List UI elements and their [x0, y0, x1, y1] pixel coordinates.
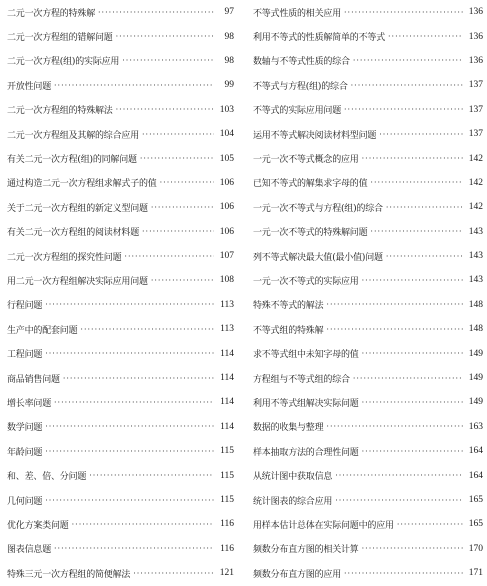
- dot-leader: [353, 56, 463, 65]
- dot-leader: [72, 520, 214, 529]
- dot-leader: [80, 325, 214, 334]
- toc-entry-page-number: 136: [468, 7, 483, 18]
- dot-leader: [362, 398, 463, 407]
- toc-entry-title: 一元一次不等式与方程(组)的综合: [253, 203, 383, 214]
- dot-leader: [142, 227, 214, 236]
- toc-entry[interactable]: [7, 146, 234, 170]
- toc-entry[interactable]: [7, 317, 234, 341]
- toc-entry-title: 特殊三元一次方程组的简便解法: [7, 569, 131, 580]
- toc-entry-title: 不等式的实际应用问题: [253, 106, 342, 117]
- toc-entry[interactable]: [253, 366, 483, 390]
- toc-entry[interactable]: [7, 512, 234, 536]
- toc-entry-page-number: 106: [219, 177, 234, 188]
- toc-entry-page-number: 136: [468, 55, 483, 66]
- toc-entry[interactable]: [7, 561, 234, 585]
- dot-leader: [386, 203, 463, 212]
- toc-entry-page-number: 104: [219, 129, 234, 140]
- toc-entry-title: 一元一次不等式的实际应用: [253, 276, 359, 287]
- dot-leader: [98, 8, 214, 17]
- toc-entry[interactable]: [7, 195, 234, 219]
- toc-entry-title: 不等式与方程(组)的综合: [253, 81, 348, 92]
- dot-leader: [353, 374, 463, 383]
- toc-entry-page-number: 142: [468, 202, 483, 213]
- toc-entry-title: 有关二元一次方程(组)的同解问题: [7, 155, 137, 166]
- toc-entry[interactable]: [253, 195, 483, 219]
- toc-left-column: [7, 0, 234, 585]
- toc-entry[interactable]: [7, 122, 234, 146]
- toc-entry[interactable]: [7, 488, 234, 512]
- toc-entry-page-number: 114: [220, 397, 234, 408]
- toc-entry-title: 特殊不等式的解法: [253, 301, 324, 312]
- toc-entry-title: 增长率问题: [7, 398, 52, 409]
- toc-entry-page-number: 98: [224, 55, 234, 66]
- toc-entry[interactable]: [253, 390, 483, 414]
- dot-leader: [45, 422, 214, 431]
- toc-entry-title: 二元一次方程组及其解的综合应用: [7, 130, 140, 141]
- toc-entry-page-number: 108: [219, 275, 234, 286]
- toc-entry[interactable]: [253, 122, 483, 146]
- toc-entry-page-number: 116: [220, 519, 234, 530]
- toc-entry-page-number: 115: [220, 495, 234, 505]
- toc-entry-title: 生产中的配套问题: [7, 325, 78, 336]
- toc-entry[interactable]: [253, 488, 483, 512]
- toc-entry[interactable]: [7, 366, 234, 390]
- toc-entry-page-number: 114: [220, 421, 234, 432]
- toc-entry-page-number: 114: [220, 373, 234, 384]
- toc-entry-page-number: 148: [468, 324, 483, 335]
- toc-entry-title: 统计图表的综合应用: [253, 496, 333, 507]
- toc-entry-page-number: 116: [220, 543, 234, 554]
- toc-entry-page-number: 170: [468, 543, 483, 554]
- dot-leader: [151, 276, 214, 285]
- dot-leader: [45, 349, 214, 358]
- dot-leader: [388, 32, 463, 41]
- dot-leader: [344, 569, 463, 578]
- toc-entry-page-number: 143: [468, 275, 483, 286]
- toc-entry-title: 方程组与不等式组的综合: [253, 374, 350, 385]
- toc-entry-title: 二元一次方程组的特殊解法: [7, 106, 113, 117]
- dot-leader: [116, 32, 214, 41]
- toc-entry-page-number: 113: [220, 324, 234, 335]
- dot-leader: [54, 544, 214, 553]
- toc-entry-title: 优化方案类问题: [7, 520, 69, 531]
- toc-entry-page-number: 136: [468, 31, 483, 42]
- toc-entry-title: 开放性问题: [7, 81, 52, 92]
- toc-entry-title: 关于二元一次方程组的新定义型问题: [7, 203, 148, 214]
- dot-leader: [397, 520, 463, 529]
- toc-entry-title: 商品销售问题: [7, 374, 60, 385]
- toc-entry-page-number: 137: [468, 104, 483, 115]
- toc-entry-page-number: 165: [468, 495, 483, 505]
- toc-entry-title: 频数分布直方图的相关计算: [253, 545, 359, 556]
- dot-leader: [54, 81, 214, 90]
- dot-leader: [362, 349, 463, 358]
- toc-entry-title: 已知不等式的解集求字母的值: [253, 179, 368, 190]
- toc-entry-page-number: 164: [468, 470, 483, 481]
- toc-entry-title: 不等式性质的相关应用: [253, 8, 342, 19]
- toc-entry-title: 二元一次方程组的错解问题: [7, 33, 113, 44]
- toc-entry-title: 利用不等式的性质解简单的不等式: [253, 33, 386, 44]
- toc-entry-page-number: 103: [219, 104, 234, 115]
- toc-entry[interactable]: [7, 268, 234, 292]
- toc-entry-title: 行程问题: [7, 301, 43, 312]
- toc-entry[interactable]: [253, 537, 483, 561]
- toc-entry[interactable]: [7, 390, 234, 414]
- toc-entry-page-number: 142: [468, 177, 483, 188]
- dot-leader: [116, 105, 214, 114]
- toc-entry[interactable]: [7, 463, 234, 487]
- toc-entry-page-number: 98: [224, 31, 234, 42]
- toc-entry[interactable]: [253, 439, 483, 463]
- dot-leader: [151, 203, 214, 212]
- toc-entry-title: 几何问题: [7, 496, 43, 507]
- dot-leader: [362, 447, 463, 456]
- dot-leader: [142, 130, 214, 139]
- toc-entry-title: 有关二元一次方程组的阅读材料题: [7, 228, 140, 239]
- dot-leader: [140, 154, 214, 163]
- toc-entry-title: 数据的收集与整理: [253, 423, 324, 434]
- toc-entry[interactable]: [253, 512, 483, 536]
- toc-entry-title: 利用不等式组解决实际问题: [253, 398, 359, 409]
- toc-entry-page-number: 143: [468, 251, 483, 262]
- dot-leader: [124, 252, 214, 261]
- dot-leader: [370, 178, 463, 187]
- toc-entry-title: 图表信息题: [7, 545, 52, 556]
- toc-entry[interactable]: [253, 415, 483, 439]
- dot-leader: [45, 447, 214, 456]
- toc-entry-title: 一元一次不等式概念的应用: [253, 155, 359, 166]
- toc-entry[interactable]: [253, 561, 483, 585]
- dot-leader: [122, 56, 214, 65]
- toc-entry[interactable]: [7, 171, 234, 195]
- toc-entry[interactable]: [253, 171, 483, 195]
- toc-entry-title: 求不等式组中未知字母的值: [253, 350, 359, 361]
- toc-entry-title: 二元一次方程(组)的实际应用: [7, 57, 120, 68]
- dot-leader: [335, 471, 463, 480]
- dot-leader: [344, 105, 463, 114]
- toc-entry[interactable]: [253, 341, 483, 365]
- toc-entry-page-number: 165: [468, 519, 483, 530]
- toc-entry-title: 用二元一次方程组解决实际应用问题: [7, 276, 148, 287]
- toc-entry[interactable]: [7, 293, 234, 317]
- toc-entry-page-number: 113: [220, 299, 234, 310]
- toc-entry-title: 工程问题: [7, 350, 43, 361]
- toc-entry-page-number: 149: [468, 397, 483, 408]
- dot-leader: [370, 227, 463, 236]
- toc-entry-page-number: 149: [468, 348, 483, 359]
- toc-entry-page-number: 171: [468, 568, 483, 579]
- toc-entry-page-number: 99: [224, 80, 234, 91]
- toc-entry[interactable]: [7, 341, 234, 365]
- dot-leader: [344, 8, 463, 17]
- toc-entry-page-number: 115: [220, 446, 234, 457]
- toc-entry[interactable]: [7, 73, 234, 97]
- toc-entry[interactable]: [7, 24, 234, 48]
- toc-entry-page-number: 163: [468, 421, 483, 432]
- toc-entry-page-number: 107: [219, 251, 234, 262]
- toc-entry-title: 列不等式解决最大值(最小值)问题: [253, 252, 383, 263]
- toc-entry[interactable]: [7, 98, 234, 122]
- toc-right-column: [253, 0, 483, 585]
- toc-entry[interactable]: [253, 49, 483, 73]
- toc-entry[interactable]: [253, 146, 483, 170]
- toc-entry-page-number: 137: [468, 80, 483, 91]
- toc-entry[interactable]: [7, 439, 234, 463]
- toc-entry-page-number: 137: [468, 129, 483, 140]
- toc-entry[interactable]: [253, 463, 483, 487]
- toc-entry[interactable]: [7, 49, 234, 73]
- dot-leader: [133, 569, 214, 578]
- dot-leader: [45, 496, 214, 505]
- toc-entry[interactable]: [253, 24, 483, 48]
- toc-entry[interactable]: [7, 220, 234, 244]
- toc-entry-title: 年龄问题: [7, 447, 43, 458]
- dot-leader: [386, 252, 463, 261]
- dot-leader: [351, 81, 463, 90]
- toc-entry[interactable]: [7, 415, 234, 439]
- dot-leader: [362, 154, 463, 163]
- toc-entry-title: 一元一次不等式的特殊解问题: [253, 228, 368, 239]
- toc-entry-page-number: 142: [468, 153, 483, 164]
- toc-entry[interactable]: [253, 98, 483, 122]
- toc-entry[interactable]: [7, 537, 234, 561]
- toc-entry[interactable]: [7, 0, 234, 24]
- toc-entry-title: 从统计图中获取信息: [253, 472, 333, 483]
- toc-entry-title: 用样本估计总体在实际问题中的应用: [253, 520, 394, 531]
- toc-entry[interactable]: [253, 317, 483, 341]
- toc-entry[interactable]: [253, 268, 483, 292]
- dot-leader: [45, 300, 214, 309]
- toc-entry[interactable]: [7, 244, 234, 268]
- toc-entry-page-number: 97: [224, 7, 234, 18]
- toc-entry-page-number: 106: [219, 226, 234, 237]
- dot-leader: [326, 325, 463, 334]
- toc-entry[interactable]: [253, 293, 483, 317]
- toc-entry-page-number: 114: [220, 348, 234, 359]
- toc-entry-title: 二元一次方程的特殊解: [7, 8, 96, 19]
- toc-entry-page-number: 121: [219, 568, 234, 579]
- dot-leader: [362, 544, 463, 553]
- toc-entry-title: 二元一次方程组的探究性问题: [7, 252, 122, 263]
- toc-entry-title: 运用不等式解决阅读材料型问题: [253, 130, 377, 141]
- toc-entry-page-number: 143: [468, 226, 483, 237]
- toc-entry-title: 和、差、倍、分问题: [7, 472, 87, 483]
- toc-entry-title: 不等式组的特殊解: [253, 325, 324, 336]
- toc-entry[interactable]: [253, 244, 483, 268]
- dot-leader: [160, 178, 214, 187]
- toc-entry-page-number: 164: [468, 446, 483, 457]
- dot-leader: [326, 300, 463, 309]
- toc-entry[interactable]: [253, 73, 483, 97]
- toc-entry-title: 数学问题: [7, 423, 43, 434]
- toc-entry-page-number: 106: [219, 202, 234, 213]
- toc-entry-title: 频数分布直方图的应用: [253, 569, 342, 580]
- dot-leader: [379, 130, 463, 139]
- toc-entry-page-number: 149: [468, 373, 483, 384]
- dot-leader: [335, 496, 463, 505]
- toc-entry[interactable]: [253, 220, 483, 244]
- dot-leader: [326, 422, 463, 431]
- dot-leader: [63, 374, 214, 383]
- toc-entry-title: 数轴与不等式性质的综合: [253, 57, 350, 68]
- toc-entry[interactable]: [253, 0, 483, 24]
- dot-leader: [362, 276, 463, 285]
- toc-entry-page-number: 115: [220, 470, 234, 481]
- dot-leader: [54, 398, 214, 407]
- toc-entry-page-number: 105: [219, 153, 234, 164]
- toc-entry-title: 样本抽取方法的合理性问题: [253, 447, 359, 458]
- dot-leader: [89, 471, 214, 480]
- toc-entry-page-number: 148: [468, 299, 483, 310]
- toc-entry-title: 通过构造二元一次方程组求解式子的值: [7, 179, 157, 190]
